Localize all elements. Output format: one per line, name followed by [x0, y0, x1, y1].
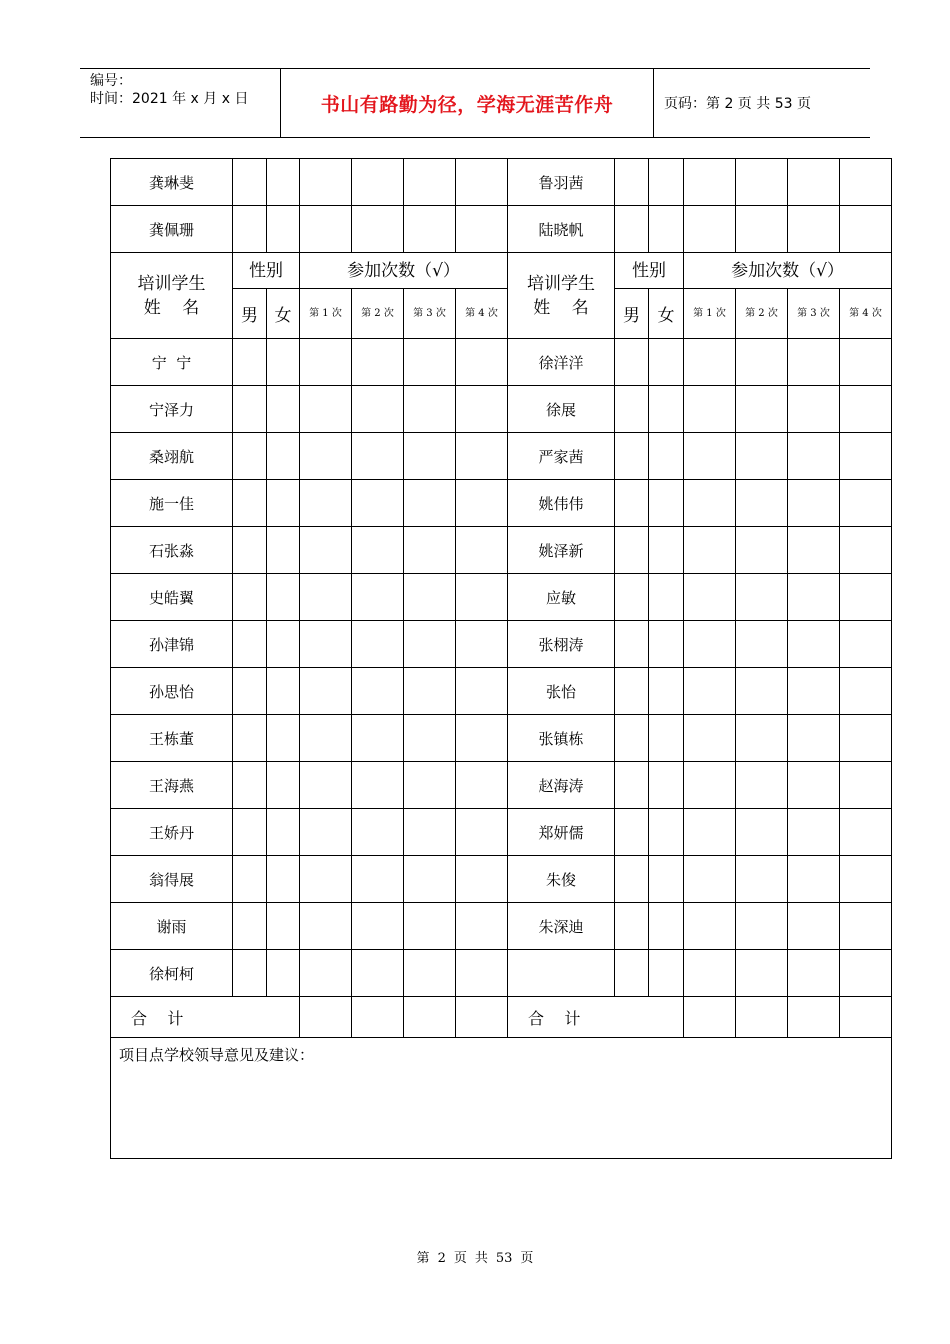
male-checkbox-cell[interactable] — [615, 762, 649, 809]
session-1-header: 第 1 次 — [684, 289, 736, 339]
session-2-cell[interactable] — [352, 527, 404, 574]
session-3-cell[interactable] — [788, 950, 840, 997]
session-2-cell[interactable] — [352, 715, 404, 762]
student-name-right: 陆晓帆 — [508, 206, 615, 253]
male-checkbox-cell[interactable] — [615, 159, 649, 206]
total-label-text: 合 计 — [528, 1008, 581, 1028]
session-3-cell[interactable] — [404, 621, 456, 668]
session-3-cell[interactable] — [404, 809, 456, 856]
male-header: 男 — [233, 289, 267, 339]
session-1-cell[interactable] — [300, 668, 352, 715]
student-name-right: 姚泽新 — [508, 527, 615, 574]
session-3-cell[interactable] — [404, 433, 456, 480]
student-name-left: 宁泽力 — [111, 386, 233, 433]
male-checkbox-cell[interactable] — [615, 809, 649, 856]
attendance-header-left: 参加次数（√） — [300, 253, 508, 289]
session-4-cell[interactable] — [456, 621, 508, 668]
total-cell[interactable] — [404, 997, 456, 1038]
session-2-cell[interactable] — [736, 339, 788, 386]
female-checkbox-cell[interactable] — [649, 715, 684, 762]
session-4-cell[interactable] — [456, 715, 508, 762]
session-4-cell[interactable] — [456, 206, 508, 253]
opinion-label: 项目点学校领导意见及建议： — [119, 1046, 315, 1064]
session-2-cell[interactable] — [736, 433, 788, 480]
female-checkbox-cell[interactable] — [649, 433, 684, 480]
female-checkbox-cell[interactable] — [649, 856, 684, 903]
session-2-cell[interactable] — [736, 480, 788, 527]
session-3-cell[interactable] — [404, 480, 456, 527]
session-1-cell[interactable] — [300, 715, 352, 762]
session-2-cell[interactable] — [736, 206, 788, 253]
male-checkbox-cell[interactable] — [233, 206, 267, 253]
session-1-cell[interactable] — [684, 621, 736, 668]
session-3-cell[interactable] — [404, 950, 456, 997]
footer-text: 共 — [474, 1251, 488, 1266]
student-name-right: 朱深迪 — [508, 903, 615, 950]
document-number-label: 编号： — [90, 73, 132, 89]
session-1-cell[interactable] — [300, 950, 352, 997]
session-2-cell[interactable] — [352, 950, 404, 997]
table-row — [111, 668, 892, 715]
session-2-cell[interactable] — [352, 159, 404, 206]
student-name-right: 郑妍儒 — [508, 809, 615, 856]
session-3-header: 第 3 次 — [788, 289, 840, 339]
session-3-cell[interactable] — [788, 715, 840, 762]
session-4-cell[interactable] — [840, 159, 892, 206]
male-checkbox-cell[interactable] — [615, 856, 649, 903]
session-3-cell[interactable] — [404, 668, 456, 715]
female-checkbox-cell[interactable] — [649, 762, 684, 809]
footer-text: 第 — [416, 1251, 430, 1266]
male-checkbox-cell[interactable] — [233, 950, 267, 997]
session-3-cell[interactable] — [788, 527, 840, 574]
female-checkbox-cell[interactable] — [267, 386, 300, 433]
session-2-cell[interactable] — [352, 433, 404, 480]
female-checkbox-cell[interactable] — [267, 480, 300, 527]
session-4-cell[interactable] — [840, 574, 892, 621]
session-2-cell[interactable] — [736, 762, 788, 809]
table-row — [111, 903, 892, 950]
session-3-cell[interactable] — [788, 668, 840, 715]
female-checkbox-cell[interactable] — [649, 668, 684, 715]
session-2-cell[interactable] — [352, 809, 404, 856]
session-4-cell[interactable] — [840, 206, 892, 253]
student-name-left: 宁 宁 — [111, 339, 233, 386]
leadership-opinion-field[interactable] — [111, 1038, 892, 1159]
male-checkbox-cell[interactable] — [615, 950, 649, 997]
male-checkbox-cell[interactable] — [615, 386, 649, 433]
total-cell[interactable] — [300, 997, 352, 1038]
name-column-header-left — [111, 253, 233, 339]
header-motto: 书山有路勤为径，学海无涯苦作舟 — [281, 69, 654, 137]
session-4-cell[interactable] — [840, 856, 892, 903]
session-1-cell[interactable] — [300, 856, 352, 903]
name-header-line2: 姓 名 — [533, 297, 589, 318]
session-4-cell[interactable] — [840, 527, 892, 574]
male-checkbox-cell[interactable] — [615, 527, 649, 574]
table-row — [111, 480, 892, 527]
session-4-cell[interactable] — [840, 950, 892, 997]
attendance-header-right: 参加次数（√） — [684, 253, 892, 289]
session-3-cell[interactable] — [788, 762, 840, 809]
session-2-cell[interactable] — [736, 574, 788, 621]
male-checkbox-cell[interactable] — [233, 856, 267, 903]
pre-header-rows — [111, 159, 892, 253]
session-1-cell[interactable] — [300, 339, 352, 386]
name-header-line2: 姓 名 — [143, 297, 200, 318]
student-name-right — [508, 950, 615, 997]
male-checkbox-cell[interactable] — [615, 621, 649, 668]
session-2-cell[interactable] — [352, 621, 404, 668]
male-checkbox-cell[interactable] — [615, 715, 649, 762]
session-3-cell[interactable] — [404, 574, 456, 621]
session-3-header: 第 3 次 — [404, 289, 456, 339]
session-4-cell[interactable] — [840, 480, 892, 527]
session-3-cell[interactable] — [788, 159, 840, 206]
session-1-cell[interactable] — [684, 433, 736, 480]
session-3-cell[interactable] — [404, 386, 456, 433]
session-1-cell[interactable] — [684, 950, 736, 997]
table-row — [111, 950, 892, 997]
attendance-table — [110, 158, 892, 1159]
student-name-right: 朱俊 — [508, 856, 615, 903]
session-4-cell[interactable] — [840, 433, 892, 480]
table-row — [111, 386, 892, 433]
male-checkbox-cell[interactable] — [233, 433, 267, 480]
session-3-cell[interactable] — [788, 339, 840, 386]
session-4-cell[interactable] — [840, 621, 892, 668]
session-4-cell[interactable] — [456, 159, 508, 206]
table-row — [111, 856, 892, 903]
session-1-cell[interactable] — [684, 206, 736, 253]
session-1-cell[interactable] — [684, 339, 736, 386]
table-footer — [111, 997, 892, 1159]
session-3-cell[interactable] — [404, 159, 456, 206]
session-4-cell[interactable] — [456, 668, 508, 715]
session-4-cell[interactable] — [840, 668, 892, 715]
session-4-header: 第 4 次 — [840, 289, 892, 339]
male-header: 男 — [615, 289, 649, 339]
session-1-cell[interactable] — [300, 527, 352, 574]
female-checkbox-cell[interactable] — [649, 950, 684, 997]
male-checkbox-cell[interactable] — [233, 668, 267, 715]
student-name-left: 王海燕 — [111, 762, 233, 809]
footer-total-pages: 53 — [495, 1251, 513, 1266]
male-checkbox-cell[interactable] — [233, 574, 267, 621]
session-2-cell[interactable] — [736, 621, 788, 668]
female-checkbox-cell[interactable] — [267, 668, 300, 715]
total-cell[interactable] — [352, 997, 404, 1038]
female-checkbox-cell[interactable] — [649, 159, 684, 206]
footer-text: 页 — [520, 1251, 534, 1266]
session-1-cell[interactable] — [300, 386, 352, 433]
student-name-right: 鲁羽茜 — [508, 159, 615, 206]
table-row — [111, 762, 892, 809]
session-1-cell[interactable] — [300, 159, 352, 206]
session-2-cell[interactable] — [736, 386, 788, 433]
session-1-cell[interactable] — [684, 574, 736, 621]
male-checkbox-cell[interactable] — [233, 715, 267, 762]
session-4-cell[interactable] — [456, 574, 508, 621]
female-checkbox-cell[interactable] — [267, 950, 300, 997]
male-checkbox-cell[interactable] — [233, 386, 267, 433]
male-checkbox-cell[interactable] — [233, 339, 267, 386]
session-1-cell[interactable] — [684, 386, 736, 433]
male-checkbox-cell[interactable] — [233, 762, 267, 809]
student-name-left: 桑翊航 — [111, 433, 233, 480]
table-row — [111, 621, 892, 668]
female-checkbox-cell[interactable] — [649, 527, 684, 574]
session-3-cell[interactable] — [404, 856, 456, 903]
student-name-right: 严家茜 — [508, 433, 615, 480]
session-2-cell[interactable] — [736, 856, 788, 903]
student-name-right: 姚伟伟 — [508, 480, 615, 527]
session-2-cell[interactable] — [352, 903, 404, 950]
female-header: 女 — [649, 289, 684, 339]
female-checkbox-cell[interactable] — [649, 574, 684, 621]
session-3-cell[interactable] — [404, 762, 456, 809]
session-4-cell[interactable] — [456, 527, 508, 574]
session-2-header: 第 2 次 — [736, 289, 788, 339]
name-header-line1: 培训学生 — [137, 273, 206, 294]
male-checkbox-cell[interactable] — [233, 621, 267, 668]
student-name-left: 龚琳斐 — [111, 159, 233, 206]
session-4-cell[interactable] — [840, 339, 892, 386]
female-checkbox-cell[interactable] — [267, 903, 300, 950]
student-name-left: 徐柯柯 — [111, 950, 233, 997]
session-2-cell[interactable] — [352, 574, 404, 621]
session-3-cell[interactable] — [788, 621, 840, 668]
session-1-cell[interactable] — [684, 903, 736, 950]
session-2-cell[interactable] — [736, 668, 788, 715]
session-4-cell[interactable] — [840, 762, 892, 809]
session-4-cell[interactable] — [840, 386, 892, 433]
session-4-cell[interactable] — [456, 480, 508, 527]
female-checkbox-cell[interactable] — [267, 433, 300, 480]
male-checkbox-cell[interactable] — [233, 903, 267, 950]
session-2-cell[interactable] — [736, 527, 788, 574]
student-name-left: 孙津锦 — [111, 621, 233, 668]
session-3-cell[interactable] — [404, 527, 456, 574]
total-cell[interactable] — [788, 997, 840, 1038]
table-row — [111, 809, 892, 856]
session-3-cell[interactable] — [404, 206, 456, 253]
session-1-cell[interactable] — [300, 809, 352, 856]
session-4-cell[interactable] — [840, 809, 892, 856]
session-3-cell[interactable] — [788, 809, 840, 856]
table-row — [111, 433, 892, 480]
total-label-left — [111, 997, 300, 1038]
student-name-left: 史皓翼 — [111, 574, 233, 621]
document-date-label: 时间：2021 年 x 月 x 日 — [90, 91, 249, 107]
total-cell[interactable] — [736, 997, 788, 1038]
female-checkbox-cell[interactable] — [267, 809, 300, 856]
female-checkbox-cell[interactable] — [649, 621, 684, 668]
page-header — [80, 68, 870, 138]
student-name-left: 龚佩珊 — [111, 206, 233, 253]
session-2-cell[interactable] — [352, 386, 404, 433]
session-3-cell[interactable] — [404, 715, 456, 762]
male-checkbox-cell[interactable] — [615, 339, 649, 386]
total-cell[interactable] — [684, 997, 736, 1038]
session-2-cell[interactable] — [352, 668, 404, 715]
student-name-left: 孙思怡 — [111, 668, 233, 715]
female-checkbox-cell[interactable] — [267, 856, 300, 903]
student-name-left: 王栋董 — [111, 715, 233, 762]
male-checkbox-cell[interactable] — [615, 206, 649, 253]
session-1-cell[interactable] — [684, 668, 736, 715]
student-name-right: 赵海涛 — [508, 762, 615, 809]
male-checkbox-cell[interactable] — [615, 574, 649, 621]
session-2-cell[interactable] — [736, 715, 788, 762]
session-1-cell[interactable] — [684, 715, 736, 762]
session-3-cell[interactable] — [788, 206, 840, 253]
male-checkbox-cell[interactable] — [615, 433, 649, 480]
female-checkbox-cell[interactable] — [649, 339, 684, 386]
female-checkbox-cell[interactable] — [649, 206, 684, 253]
male-checkbox-cell[interactable] — [233, 527, 267, 574]
session-3-cell[interactable] — [788, 856, 840, 903]
total-label-text: 合 计 — [131, 1008, 184, 1028]
table-row — [111, 527, 892, 574]
session-3-cell[interactable] — [404, 903, 456, 950]
female-checkbox-cell[interactable] — [649, 903, 684, 950]
student-name-left: 翁得展 — [111, 856, 233, 903]
session-4-cell[interactable] — [456, 762, 508, 809]
total-label-right — [508, 997, 684, 1038]
female-checkbox-cell[interactable] — [267, 339, 300, 386]
student-name-left: 谢雨 — [111, 903, 233, 950]
name-header-line1: 培训学生 — [527, 273, 595, 294]
session-2-cell[interactable] — [736, 809, 788, 856]
session-4-cell[interactable] — [456, 386, 508, 433]
session-1-cell[interactable] — [300, 480, 352, 527]
student-name-left: 王娇丹 — [111, 809, 233, 856]
female-checkbox-cell[interactable] — [267, 206, 300, 253]
female-header: 女 — [267, 289, 300, 339]
table-row — [111, 159, 892, 206]
session-1-header: 第 1 次 — [300, 289, 352, 339]
total-cell[interactable] — [456, 997, 508, 1038]
student-name-right: 张镇栋 — [508, 715, 615, 762]
session-4-cell[interactable] — [840, 715, 892, 762]
header-meta — [80, 69, 281, 137]
session-1-cell[interactable] — [684, 856, 736, 903]
session-1-cell[interactable] — [684, 159, 736, 206]
student-name-right: 张怡 — [508, 668, 615, 715]
student-name-left: 施一佳 — [111, 480, 233, 527]
female-checkbox-cell[interactable] — [267, 621, 300, 668]
student-name-left: 石张淼 — [111, 527, 233, 574]
male-checkbox-cell[interactable] — [615, 903, 649, 950]
session-1-cell[interactable] — [684, 809, 736, 856]
name-column-header-right — [508, 253, 615, 339]
session-1-cell[interactable] — [300, 762, 352, 809]
table-row — [111, 574, 892, 621]
footer-text: 页 — [453, 1251, 467, 1266]
male-checkbox-cell[interactable] — [233, 809, 267, 856]
session-1-cell[interactable] — [300, 433, 352, 480]
student-name-right: 徐展 — [508, 386, 615, 433]
session-4-cell[interactable] — [456, 856, 508, 903]
male-checkbox-cell[interactable] — [615, 480, 649, 527]
female-checkbox-cell[interactable] — [267, 527, 300, 574]
session-4-cell[interactable] — [456, 903, 508, 950]
male-checkbox-cell[interactable] — [615, 668, 649, 715]
student-name-right: 徐洋洋 — [508, 339, 615, 386]
female-checkbox-cell[interactable] — [267, 762, 300, 809]
session-2-cell[interactable] — [352, 339, 404, 386]
session-3-cell[interactable] — [788, 903, 840, 950]
session-3-cell[interactable] — [788, 433, 840, 480]
session-2-cell[interactable] — [736, 950, 788, 997]
table-row — [111, 206, 892, 253]
female-checkbox-cell[interactable] — [267, 715, 300, 762]
session-2-cell[interactable] — [736, 903, 788, 950]
session-1-cell[interactable] — [684, 762, 736, 809]
session-3-cell[interactable] — [788, 574, 840, 621]
session-2-cell[interactable] — [352, 856, 404, 903]
session-2-cell[interactable] — [352, 206, 404, 253]
session-3-cell[interactable] — [788, 480, 840, 527]
total-cell[interactable] — [840, 997, 892, 1038]
session-1-cell[interactable] — [684, 527, 736, 574]
session-1-cell[interactable] — [300, 206, 352, 253]
session-1-cell[interactable] — [300, 621, 352, 668]
male-checkbox-cell[interactable] — [233, 159, 267, 206]
session-1-cell[interactable] — [300, 903, 352, 950]
gender-header-right: 性别 — [615, 253, 684, 289]
session-4-cell[interactable] — [456, 339, 508, 386]
student-name-right: 应敏 — [508, 574, 615, 621]
session-2-cell[interactable] — [736, 159, 788, 206]
session-1-cell[interactable] — [684, 480, 736, 527]
session-4-cell[interactable] — [840, 903, 892, 950]
session-2-header: 第 2 次 — [352, 289, 404, 339]
session-4-cell[interactable] — [456, 809, 508, 856]
session-3-cell[interactable] — [788, 386, 840, 433]
gender-header-left: 性别 — [233, 253, 300, 289]
session-2-cell[interactable] — [352, 762, 404, 809]
female-checkbox-cell[interactable] — [649, 809, 684, 856]
session-2-cell[interactable] — [352, 480, 404, 527]
session-4-cell[interactable] — [456, 950, 508, 997]
female-checkbox-cell[interactable] — [649, 386, 684, 433]
male-checkbox-cell[interactable] — [233, 480, 267, 527]
table-row — [111, 339, 892, 386]
column-header — [111, 253, 892, 339]
female-checkbox-cell[interactable] — [267, 574, 300, 621]
session-3-cell[interactable] — [404, 339, 456, 386]
female-checkbox-cell[interactable] — [267, 159, 300, 206]
table-row — [111, 715, 892, 762]
header-page-info: 页码：第 2 页 共 53 页 — [664, 96, 811, 112]
student-rows — [111, 339, 892, 997]
page-footer — [0, 1247, 950, 1266]
footer-page-number: 2 — [437, 1251, 446, 1266]
session-1-cell[interactable] — [300, 574, 352, 621]
female-checkbox-cell[interactable] — [649, 480, 684, 527]
session-4-cell[interactable] — [456, 433, 508, 480]
student-name-right: 张栩涛 — [508, 621, 615, 668]
session-4-header: 第 4 次 — [456, 289, 508, 339]
